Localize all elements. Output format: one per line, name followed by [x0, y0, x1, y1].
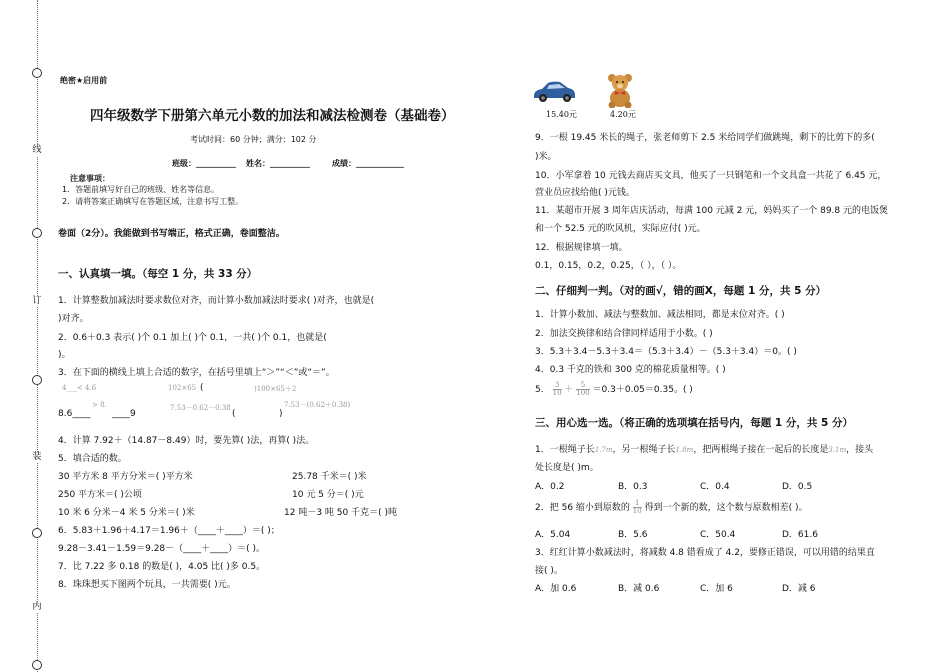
car-icon — [530, 76, 578, 106]
fraction-denominator: 10 — [552, 389, 562, 397]
fraction-denominator: 10 — [632, 507, 642, 515]
question-11-cont: 和一个 52.5 元的吹风机，实际应付( )元。 — [535, 224, 706, 234]
choice-q3-cont: 接( )。 — [535, 566, 563, 576]
q3-fill-a[interactable]: 8.6____ — [58, 409, 91, 419]
fill-row-2b: 10 元 5 分＝( )元 — [292, 490, 364, 500]
judge-item: 4．0.3 千克的铁和 300 克的棉花质量相等。( ) — [535, 365, 726, 375]
notes-item: 2．请将答案正确填写在答题区域，注意书写工整。 — [62, 197, 244, 206]
q3-paren[interactable]: ( — [200, 383, 204, 393]
judge-5-rest: ＝0.3＋0.05＝0.35。( ) — [592, 385, 693, 395]
question-2: 2．0.6＋0.3 表示( )个 0.1 加上( )个 0.1，一共( )个 0.1，也就是( — [58, 333, 327, 343]
option-b[interactable]: B．0.3 — [618, 482, 648, 492]
exam-info: 考试时间：60 分钟；满分：102 分 — [190, 135, 317, 144]
notes-heading: 注意事项： — [70, 174, 110, 183]
q3-math-f: 7.53－(0.62＋0.38) — [284, 401, 351, 409]
option-b[interactable]: B．减 0.6 — [618, 584, 660, 594]
option-c[interactable]: C．50.4 — [700, 530, 736, 540]
binding-hole — [32, 228, 42, 238]
fraction-numerator: 3 — [553, 382, 562, 390]
neatness-note: 卷面（2分）。我能做到书写端正，格式正确，卷面整洁。 — [58, 229, 285, 239]
class-field[interactable]: 班级：__________ — [172, 159, 236, 168]
choice-q1 — [535, 442, 873, 455]
question-10: 10．小军拿着 10 元钱去商店买文具，他买了一只钢笔和一个文具盒一共花了 6.45 元， — [535, 171, 887, 181]
q3-math-b: 102×65 — [168, 384, 197, 392]
fraction-1-10 — [633, 500, 642, 515]
choice-q1-text: ，另一根绳子长 — [612, 445, 676, 455]
teddy-bear-icon — [605, 72, 635, 108]
choice-q1-cont: 处长度是( )m。 — [535, 463, 599, 473]
question-2-cont: )。 — [58, 350, 71, 360]
car-price: 15.40元 — [546, 110, 577, 119]
notes-item: 1．答题前填写好自己的班级、姓名等信息。 — [62, 185, 220, 194]
fill-row-3b: 12 吨－3 吨 50 千克＝( )吨 — [284, 508, 397, 518]
question-6b: 9.28－3.41－1.59＝9.28－（____＋____）＝( )。 — [58, 544, 266, 554]
binding-hole — [32, 68, 42, 78]
q3-fill-b[interactable]: ____9 — [112, 409, 136, 419]
judge-item: 1．计算小数加、减法与整数加、减法相同，都是末位对齐。( ) — [535, 310, 785, 320]
judge-item: 3．5.3＋3.4－5.3＋3.4＝（5.3＋3.4）－（5.3＋3.4）＝0。( ) — [535, 347, 797, 357]
q3-math-d: > 8. — [92, 401, 107, 409]
name-field[interactable]: 姓名：__________ — [246, 159, 310, 168]
judge-item: 2．加法交换律和结合律同样适用于小数。( ) — [535, 329, 713, 339]
fraction-numerator: 1 — [633, 500, 642, 508]
q3-paren-close[interactable]: ) — [279, 409, 283, 419]
option-d[interactable]: D．减 6 — [782, 584, 816, 594]
question-1-cont: )对齐。 — [58, 314, 89, 324]
q3-math-a: 4___< 4.6 — [62, 384, 97, 392]
q3-paren[interactable]: ( — [232, 409, 236, 419]
question-3: 3．在下面的横线上填上合适的数字，在括号里填上“＞”“＜”或“＝”。 — [58, 368, 335, 378]
secret-label: 绝密★启用前 — [60, 76, 108, 85]
question-6a: 6．5.83＋1.96＋4.17＝1.96＋（____＋____）＝( )； — [58, 526, 280, 536]
binding-dotted-line — [37, 0, 38, 672]
question-9: 9．一根 19.45 米长的绳子，张老师剪下 2.5 米给同学们做跳绳，剩下的比剪下的多( — [535, 133, 875, 143]
choice-q1-text: 1．一根绳子长 — [535, 445, 595, 455]
binding-hole — [32, 375, 42, 385]
option-c[interactable]: C．加 6 — [700, 584, 733, 594]
length-3: 3.1m — [828, 446, 847, 454]
question-4: 4．计算 7.92＋（14.87－8.49）时，要先算( )法，再算( )法。 — [58, 436, 315, 446]
question-12: 12．根据规律填一填。 — [535, 243, 628, 253]
fraction-numerator: 5 — [576, 382, 589, 390]
binding-char-xian: 线 — [32, 145, 42, 155]
section3-title: 三、用心选一选。（将正确的选项填在括号内，每题 1 分，共 5 分） — [535, 417, 853, 429]
judge-item-5 — [535, 382, 693, 397]
page-title: 四年级数学下册第六单元小数的加法和减法检测卷（基础卷） — [90, 108, 455, 124]
fill-row-3a: 10 米 6 分米－4 米 5 分米＝( )米 — [58, 508, 195, 518]
option-d[interactable]: D．61.6 — [782, 530, 818, 540]
option-b[interactable]: B．5.6 — [618, 530, 648, 540]
q3-math-e: 7.53－0.62－0.38 — [170, 404, 231, 412]
q3-math-c: )100×65＋2 — [254, 385, 297, 393]
plus-sign: ＋ — [564, 385, 574, 395]
fraction-3-10 — [553, 382, 562, 397]
fill-row-1a: 30 平方米 8 平方分米＝( )平方米 — [58, 472, 193, 482]
question-10-cont: 营业员应找给他( )元钱。 — [535, 188, 635, 198]
question-8: 8．珠珠想买下图两个玩具，一共需要( )元。 — [58, 580, 236, 590]
choice-q2-text: 2．把 56 缩小到原数的 — [535, 503, 630, 513]
option-d[interactable]: D．0.5 — [782, 482, 813, 492]
option-a[interactable]: A．0.2 — [535, 482, 565, 492]
question-11: 11．某超市开展 3 周年店庆活动，每满 100 元减 2 元，妈妈买了一个 89.8 元的电饭煲 — [535, 206, 889, 216]
binding-char-zhuang: 装 — [32, 452, 42, 462]
fraction-5-100 — [576, 382, 589, 397]
choice-q1-text: ，把两根绳子接在一起后的长度是 — [693, 445, 829, 455]
option-c[interactable]: C．0.4 — [700, 482, 730, 492]
question-12-seq: 0.1，0.15，0.2，0.25，（ ），（ ）。 — [535, 261, 682, 271]
length-2: 1.8m — [675, 446, 694, 454]
section2-title: 二、仔细判一判。（对的画√，错的画X，每题 1 分，共 5 分） — [535, 285, 827, 297]
score-field[interactable]: 成绩：____________ — [332, 159, 404, 168]
option-a[interactable]: A．5.04 — [535, 530, 571, 540]
binding-hole — [32, 660, 42, 670]
question-5: 5．填合适的数。 — [58, 454, 127, 464]
option-a[interactable]: A．加 0.6 — [535, 584, 577, 594]
choice-q2 — [535, 500, 807, 515]
judge-5-prefix: 5． — [535, 385, 550, 395]
question-7: 7．比 7.22 多 0.18 的数是( )，4.05 比( )多 0.5。 — [58, 562, 266, 572]
choice-q1-text: ，接头 — [846, 445, 874, 455]
section1-title: 一、认真填一填。（每空 1 分，共 33 分） — [58, 268, 258, 280]
choice-q3: 3．红红计算小数减法时，将减数 4.8 错看成了 4.2，要修正错误，可以用错的结果直 — [535, 548, 875, 558]
fill-row-2a: 250 平方米＝( )公顷 — [58, 490, 142, 500]
length-1: 1.7m — [594, 446, 613, 454]
bear-price: 4.20元 — [610, 110, 636, 119]
question-1: 1．计算整数加减法时要求数位对齐，而计算小数加减法时要求( )对齐，也就是( — [58, 296, 375, 306]
choice-q2-text: 得到一个新的数，这个数与原数相差( )。 — [644, 503, 808, 513]
question-9-cont: )米。 — [535, 152, 557, 162]
binding-char-ding: 订 — [32, 296, 42, 306]
binding-hole — [32, 528, 42, 538]
binding-char-nei: 内 — [32, 602, 42, 612]
fill-row-1b: 25.78 千米＝( )米 — [292, 472, 367, 482]
fraction-denominator: 100 — [576, 389, 590, 397]
